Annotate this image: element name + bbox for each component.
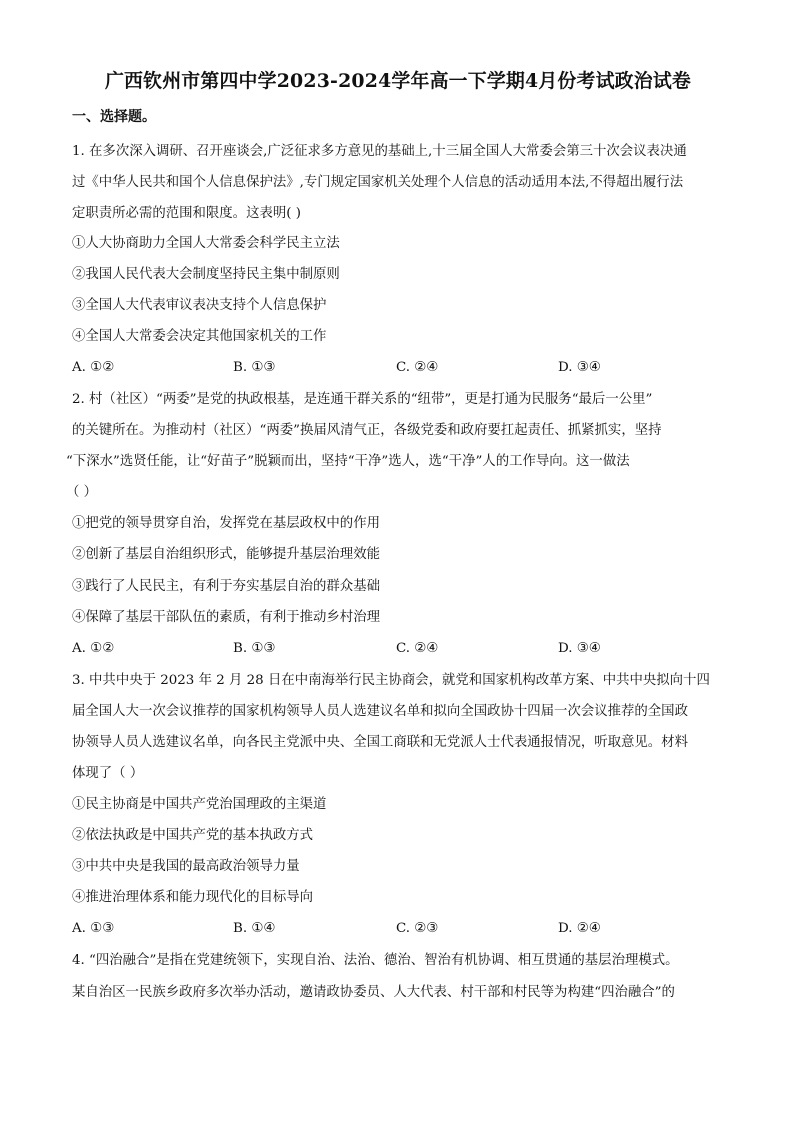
q1-stem-line-3: 定职责所必需的范围和限度。这表明( ) bbox=[72, 206, 301, 221]
q3-option-c: C. ②③ bbox=[396, 921, 439, 936]
q3-stem-line-2: 届全国人大一次会议推荐的国家机构领导人员人选建议名单和拟向全国政协十四届一次会议推荐的全国政 bbox=[72, 704, 688, 719]
q2-stem-line-1: 2. 村（社区）“两委”是党的执政根基，是连通干群关系的“纽带”，更是打通为民服务“最后一公里” bbox=[72, 392, 653, 407]
q2-stem-line-4: （ ） bbox=[66, 485, 98, 500]
q3-stem-line-3: 协领导人员人选建议名单，向各民主党派中央、全国工商联和无党派人士代表通报情况，听取意见。材料 bbox=[72, 735, 688, 750]
q3-option-a: A. ①③ bbox=[72, 921, 115, 936]
exam-title: 广西钦州市第四中学2023-2024学年高一下学期4月份考试政治试卷 bbox=[104, 70, 692, 92]
q2-option-c: C. ②④ bbox=[396, 641, 439, 656]
q1-option-a: A. ①② bbox=[72, 360, 115, 375]
q2-stem-line-2: 的关键所在。为推动村（社区）“两委”换届风清气正，各级党委和政府要扛起责任、抓紧抓实，坚持 bbox=[72, 423, 662, 438]
q3-option-b: B. ①④ bbox=[233, 921, 276, 936]
q3-option-d: D. ②④ bbox=[558, 921, 601, 936]
q3-statement-1: ①民主协商是中国共产党治国理政的主渠道 bbox=[72, 797, 327, 812]
q2-statement-3: ③践行了人民民主，有利于夯实基层自治的群众基础 bbox=[72, 579, 380, 594]
section-heading: 一、选择题。 bbox=[72, 109, 156, 125]
q2-stem-line-3: “下深水”选贤任能，让“好苗子”脱颖而出，坚持“干净”选人，选“干净”人的工作导向。这一做法 bbox=[66, 454, 630, 469]
q2-option-a: A. ①② bbox=[72, 641, 115, 656]
q1-stem-line-1: 1. 在多次深入调研、召开座谈会,广泛征求多方意见的基础上,十三届全国人大常委会第三十次会议表决通 bbox=[72, 144, 687, 159]
q1-statement-3: ③全国人大代表审议表决支持个人信息保护 bbox=[72, 298, 327, 313]
q3-statement-3: ③中共中央是我国的最高政治领导力量 bbox=[72, 859, 300, 874]
q2-statement-2: ②创新了基层自治组织形式，能够提升基层治理效能 bbox=[72, 547, 380, 562]
q1-statement-2: ②我国人民代表大会制度坚持民主集中制原则 bbox=[72, 267, 340, 282]
q2-statement-1: ①把党的领导贯穿自治，发挥党在基层政权中的作用 bbox=[72, 516, 380, 531]
q2-option-d: D. ③④ bbox=[558, 641, 601, 656]
q1-statement-1: ①人大协商助力全国人大常委会科学民主立法 bbox=[72, 236, 340, 251]
q3-statement-2: ②依法执政是中国共产党的基本执政方式 bbox=[72, 828, 314, 843]
q2-option-b: B. ①③ bbox=[233, 641, 276, 656]
q2-statement-4: ④保障了基层干部队伍的素质，有利于推动乡村治理 bbox=[72, 610, 380, 625]
q1-option-c: C. ②④ bbox=[396, 360, 439, 375]
q4-stem-line-1: 4. “四治融合”是指在党建统领下，实现自治、法治、德治、智治有机协调、相互贯通的基层治理模式。 bbox=[72, 953, 679, 968]
q3-stem-line-1: 3. 中共中央于 2023 年 2 月 28 日在中南海举行民主协商会，就党和国家机构改革方案、中共中央拟向十四 bbox=[72, 673, 710, 688]
q4-stem-line-2: 某自治区一民族乡政府多次举办活动，邀请政协委员、人大代表、村干部和村民等为构建“四治融合”的 bbox=[72, 985, 675, 1000]
q3-statement-4: ④推进治理体系和能力现代化的目标导向 bbox=[72, 890, 314, 905]
q1-option-d: D. ③④ bbox=[558, 360, 601, 375]
q1-statement-4: ④全国人大常委会决定其他国家机关的工作 bbox=[72, 329, 327, 344]
q3-stem-line-4: 体现了（ ） bbox=[72, 766, 144, 781]
q1-option-b: B. ①③ bbox=[233, 360, 276, 375]
q1-stem-line-2: 过《中华人民共和国个人信息保护法》,专门规定国家机关处理个人信息的活动适用本法,不得超出履行法 bbox=[72, 175, 684, 190]
